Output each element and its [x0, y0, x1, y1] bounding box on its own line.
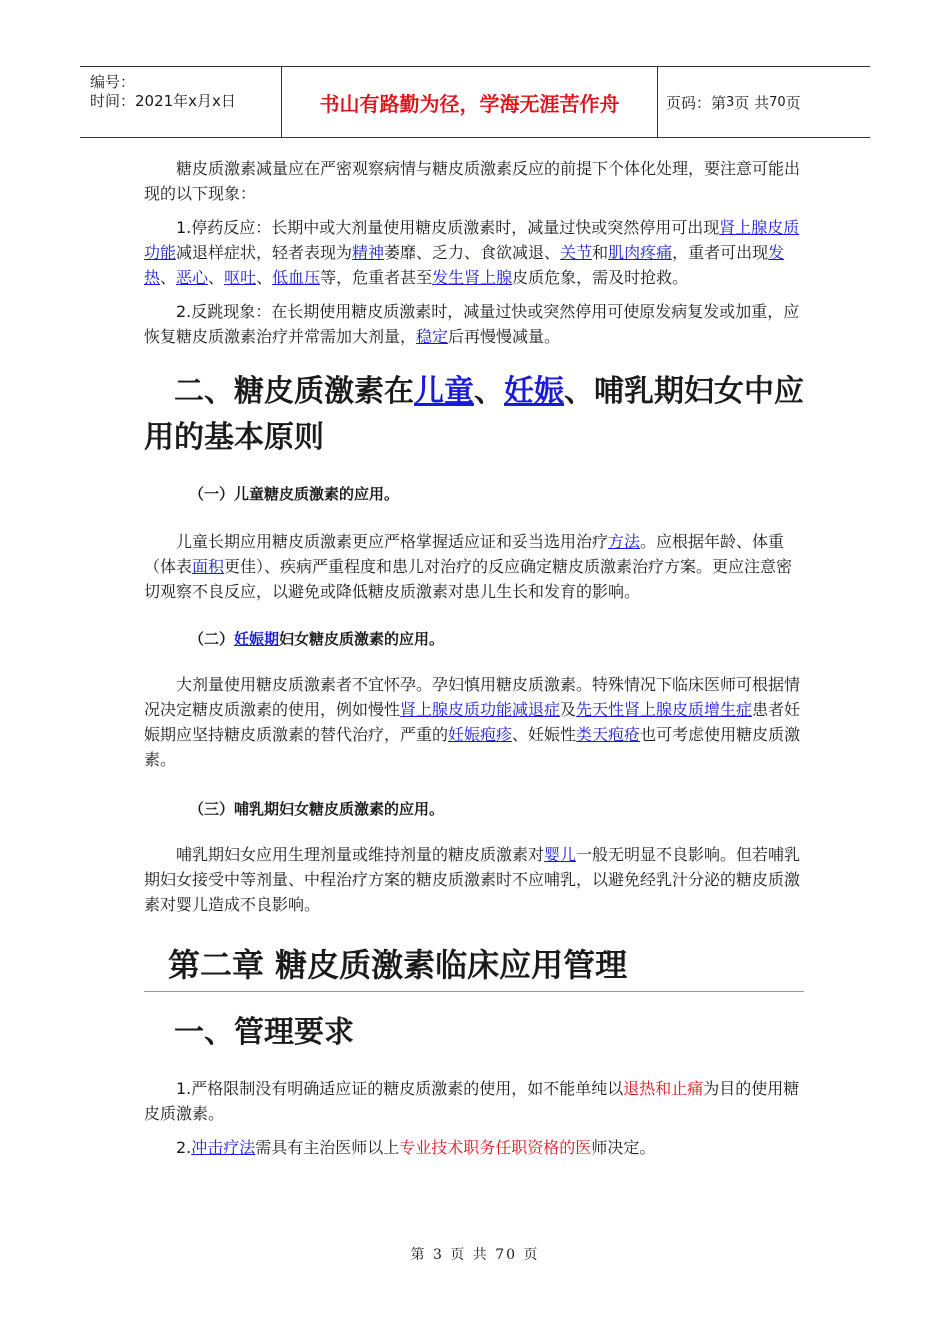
paragraph-intro: 糖皮质激素减量应在严密观察病情与糖皮质激素反应的前提下个体化处理，要注意可能出现的以下现象： [144, 159, 801, 203]
subheading-children: （一）儿童糖皮质激素的应用。 [189, 485, 400, 503]
paragraph-pregnancy [144, 672, 804, 772]
text: 大剂量使用糖皮质激素者不宜怀孕。孕妇慎用糖皮质激素。特殊情况下临床医师可根据情况决定糖皮质激素的使用，例如慢性 [144, 675, 801, 719]
text: 、 [474, 374, 504, 409]
page-footer: 第 3 页 共 70 页 [410, 1247, 540, 1263]
link-spirit[interactable]: 精神 [352, 243, 385, 262]
text: 哺乳期妇女应用生理剂量或维持剂量的糖皮质激素对 [176, 845, 545, 864]
text: 一般无明显不良影响。但若哺乳期妇女接受中等剂量、中程治疗方案的糖皮质激素时不应哺乳，以避免经乳汁分泌的糖皮质激素对婴儿造成不良影响。 [144, 845, 801, 914]
item-number: 1. [176, 1079, 192, 1098]
link-hypotension[interactable]: 低血压 [272, 268, 321, 287]
link-area[interactable]: 面积 [192, 557, 225, 576]
text: 后再慢慢减量。 [448, 327, 561, 346]
text: 皮质危象，需及时抢救。 [512, 268, 689, 287]
paragraph-restriction [144, 1076, 804, 1126]
link-joint[interactable]: 关节 [560, 243, 593, 262]
text: 、哺乳期妇女中应用的基本原则 [144, 374, 804, 455]
section-heading-management: 一、管理要求 [174, 1015, 354, 1050]
item-number: 1. [176, 218, 192, 237]
link-fever[interactable]: 发热 [144, 243, 785, 287]
subheading-pregnancy [144, 628, 804, 650]
main-content [144, 156, 804, 1160]
item-number: 2. [176, 1138, 192, 1157]
text: 萎靡、乏力、食欲减退、 [384, 243, 561, 262]
text: 、妊娠性 [512, 725, 577, 744]
link-pregnancy-period[interactable]: 妊娠期 [234, 630, 280, 648]
link-congenital-adrenal-hyperplasia[interactable]: 先天性肾上腺皮质增生症 [576, 700, 753, 719]
header-info [80, 67, 282, 137]
paragraph-pulse-therapy [144, 1135, 804, 1160]
text: 停药反应：长期中或大剂量使用糖皮质激素时，减量过快或突然停用可出现 [191, 218, 720, 237]
link-muscle-pain[interactable]: 肌肉疼痛 [608, 243, 673, 262]
link-pulse-therapy[interactable]: 冲击疗法 [191, 1138, 256, 1157]
section-heading-children-pregnancy [144, 369, 804, 461]
chapter-heading: 第二章 糖皮质激素临床应用管理 [144, 941, 804, 992]
text: 等，危重者甚至 [320, 268, 433, 287]
paragraph-rebound [144, 299, 804, 349]
highlight-fever-pain: 退热和止痛 [623, 1079, 704, 1098]
text: （二） [189, 630, 235, 648]
link-stable[interactable]: 稳定 [416, 327, 449, 346]
paragraph-withdrawal [144, 215, 804, 290]
item-number: 2. [176, 302, 192, 321]
text: 也可考虑使用糖皮质激素。 [144, 725, 801, 769]
page-total: 70 [769, 94, 786, 110]
text: 及 [560, 700, 577, 719]
link-children[interactable]: 儿童 [414, 374, 474, 409]
document-time-label: 时间：2021年x月x日 [90, 92, 236, 110]
text: 、 [256, 268, 273, 287]
paragraph-children [144, 529, 804, 604]
text: 。应根据年龄、体重（体表 [144, 532, 785, 576]
text: 需具有主治医师以上 [255, 1138, 400, 1157]
text: 为目的使用糖皮质激素。 [144, 1079, 800, 1123]
page-current: 3 [726, 94, 735, 110]
page-mid: 页 共 [734, 93, 770, 112]
link-pemphigoid-gestationis[interactable]: 妊娠疱疹 [448, 725, 513, 744]
text: 儿童长期应用糖皮质激素更应严格掌握适应证和妥当选用治疗 [176, 532, 609, 551]
text: 师决定。 [591, 1138, 656, 1157]
header-motto: 书山有路勤为径，学海无涯苦作舟 [282, 67, 658, 137]
link-infant[interactable]: 婴儿 [544, 845, 577, 864]
link-pregnancy[interactable]: 妊娠 [504, 374, 564, 409]
text: 、 [160, 268, 177, 287]
link-adrenal[interactable]: 发生肾上腺 [432, 268, 513, 287]
link-adrenal-cortex-function[interactable]: 肾上腺皮质功能 [144, 218, 800, 262]
text: 二、糖皮质激素在 [174, 374, 414, 409]
link-pemphigoid[interactable]: 类天疱疮 [576, 725, 641, 744]
text: ，重者可出现 [672, 243, 769, 262]
link-method[interactable]: 方法 [608, 532, 641, 551]
text: 、 [208, 268, 225, 287]
text: 减退样症状，轻者表现为 [176, 243, 353, 262]
header-page-number [658, 67, 870, 137]
subheading-lactation: （三）哺乳期妇女糖皮质激素的应用。 [189, 800, 445, 818]
text: 严格限制没有明确适应证的糖皮质激素的使用，如不能单纯以 [191, 1079, 624, 1098]
paragraph-lactation [144, 842, 804, 917]
page-end: 页 [785, 93, 801, 112]
link-adrenal-insufficiency[interactable]: 肾上腺皮质功能减退症 [400, 700, 561, 719]
document-number-label: 编号： [90, 73, 136, 91]
text: 患者妊娠期应坚持糖皮质激素的替代治疗，严重的 [144, 700, 801, 744]
page-label: 页码：第 [666, 93, 727, 112]
text: 和 [592, 243, 609, 262]
highlight-qualification: 专业技术职务任职资格的医 [399, 1138, 592, 1157]
page-header [80, 66, 870, 138]
text: 反跳现象：在长期使用糖皮质激素时，减量过快或突然停用可使原发病复发或加重，应恢复糖皮质激素治疗并常需加大剂量， [144, 302, 800, 346]
text: 妇女糖皮质激素的应用。 [279, 630, 445, 648]
link-vomit[interactable]: 呕吐 [224, 268, 257, 287]
link-nausea[interactable]: 恶心 [176, 268, 209, 287]
text: 更佳）、疾病严重程度和患儿对治疗的反应确定糖皮质激素治疗方案。更应注意密切观察不良反应，以避免或降低糖皮质激素对患儿生长和发育的影响。 [144, 557, 793, 601]
